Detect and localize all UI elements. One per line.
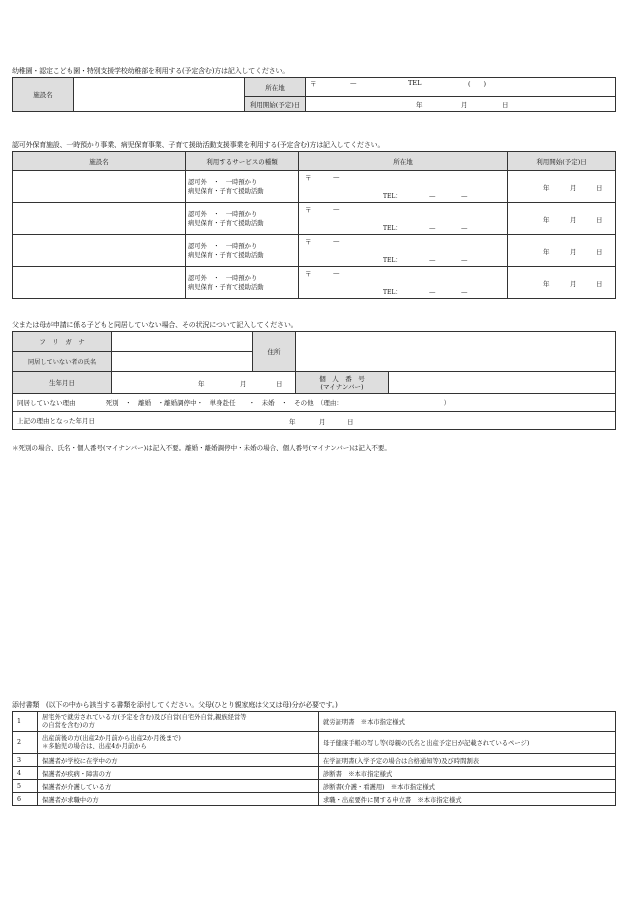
- nursery-facility-input[interactable]: [13, 171, 186, 203]
- nursery-start-input[interactable]: [508, 235, 616, 267]
- kinder-facility-input[interactable]: [74, 78, 245, 112]
- kinder-location-label: 所在地: [245, 78, 306, 97]
- attachment-row: [13, 754, 616, 767]
- nursery-dash: —: [333, 173, 340, 181]
- nursery-location-input[interactable]: [299, 171, 508, 203]
- nursery-tel-label: TEL：: [383, 193, 402, 200]
- nursery-facility-input[interactable]: [13, 267, 186, 299]
- parent-date-row[interactable]: [13, 412, 616, 430]
- kinder-start-label: 利用開始(予定)日: [245, 97, 306, 112]
- attachment-num: 2: [13, 732, 38, 754]
- parent-furigana-input[interactable]: [112, 332, 253, 352]
- nursery-dash: —: [461, 224, 468, 232]
- nursery-section-title: 認可外保育施設、一時預かり事業、病児保育事業、子育て援助活動支援事業を利用する(予定含む)方は記入してください。: [12, 141, 385, 149]
- parent-birth-day: 日: [276, 380, 283, 388]
- nursery-service-line2: 病児保育・子育て援助活動: [188, 187, 264, 195]
- nursery-service-line2: 病児保育・子育て援助活動: [188, 283, 264, 291]
- kinder-year: 年: [416, 101, 423, 109]
- attachment-document: 求職・出産要件に関する申立書 ※本市指定様式: [319, 793, 616, 806]
- nursery-month: 月: [570, 184, 577, 192]
- parent-date-year: 年: [289, 418, 296, 426]
- parent-name-label: 同居していない者の氏名: [13, 352, 112, 372]
- nursery-month: 月: [570, 216, 577, 224]
- nursery-dash: —: [461, 256, 468, 264]
- attachment-num: 4: [13, 767, 38, 780]
- nursery-start-input[interactable]: [508, 171, 616, 203]
- kinder-month: 月: [461, 101, 468, 109]
- nursery-dash: —: [429, 192, 436, 200]
- nursery-day: 日: [596, 280, 603, 288]
- nursery-facility-input[interactable]: [13, 235, 186, 267]
- nursery-dash: —: [333, 269, 340, 277]
- parent-birth-month: 月: [240, 380, 247, 388]
- kinder-facility-label: 施設名: [13, 78, 74, 112]
- attachment-condition-line1: 居宅外で就労されている方(予定を含む)及び自営(自宅外自営,親族経営等: [42, 713, 247, 721]
- nursery-tel-label: TEL：: [383, 257, 402, 264]
- attachment-document: 診断書 ※本市指定様式: [319, 767, 616, 780]
- attachment-row: [13, 732, 616, 754]
- nursery-month: 月: [570, 248, 577, 256]
- parent-table: [12, 331, 616, 430]
- nursery-service-line2: 病児保育・子育て援助活動: [188, 251, 264, 259]
- nursery-row: [13, 171, 616, 203]
- nursery-dash: —: [333, 205, 340, 213]
- attachment-document: 母子健康手帳の写し等(母親の氏名と出産予定日が記載されているページ): [319, 732, 616, 754]
- parent-address-input[interactable]: [296, 332, 616, 372]
- attachment-condition: 保護者が疾病・障害の方: [38, 767, 319, 780]
- nursery-row: [13, 267, 616, 299]
- kinder-dash: —: [350, 79, 357, 87]
- nursery-year: 年: [543, 280, 550, 288]
- nursery-service-line1: 認可外 ・ 一時預かり: [188, 210, 258, 218]
- nursery-location-input[interactable]: [299, 267, 508, 299]
- attachment-condition: 保護者が求職中の方: [38, 793, 319, 806]
- nursery-service-cell[interactable]: [186, 171, 299, 203]
- attachment-condition: [38, 712, 319, 732]
- nursery-dash: —: [461, 192, 468, 200]
- nursery-day: 日: [596, 184, 603, 192]
- attachment-condition-line2: ＊多胎児の場合は、出産4か月前から: [42, 742, 147, 750]
- nursery-dash: —: [429, 256, 436, 264]
- nursery-service-cell[interactable]: [186, 235, 299, 267]
- attachment-condition: 保護者が学校に在学中の方: [38, 754, 319, 767]
- parent-birth-label: 生年月日: [13, 372, 112, 394]
- parent-reason-options[interactable]: 死別 ・ 離婚 ・離婚調停中・ 単身赴任 ・ 未婚 ・ その他 （理由： ）: [105, 399, 451, 407]
- attachment-document: 在学証明書(入学予定の場合は合格通知等)及び時間割表: [319, 754, 616, 767]
- parent-birth-input[interactable]: [112, 372, 296, 394]
- parent-address-label: 住所: [253, 332, 296, 372]
- parent-date-day: 日: [347, 418, 354, 426]
- nursery-header-location: 所在地: [299, 152, 508, 171]
- nursery-row: [13, 235, 616, 267]
- nursery-table: [12, 151, 616, 299]
- attachments-table: [12, 711, 616, 806]
- nursery-year: 年: [543, 216, 550, 224]
- kinder-table: [12, 77, 616, 112]
- parent-name-input[interactable]: [112, 352, 253, 372]
- kinder-section-title: 幼稚園・認定こども園・特別支援学校幼稚部を利用する(予定含む)方は記入してください。: [12, 67, 290, 75]
- nursery-start-input[interactable]: [508, 267, 616, 299]
- kinder-day: 日: [502, 101, 509, 109]
- parent-date-month: 月: [319, 418, 326, 426]
- parent-reason-label: 同居していない理由: [17, 399, 76, 407]
- parent-mynumber-label: [296, 372, 389, 394]
- parent-reason-row[interactable]: [13, 394, 616, 412]
- nursery-service-line1: 認可外 ・ 一時預かり: [188, 242, 258, 250]
- nursery-start-input[interactable]: [508, 203, 616, 235]
- kinder-tel-paren: ( ): [468, 80, 487, 88]
- nursery-service-line2: 病児保育・子育て援助活動: [188, 219, 264, 227]
- parent-mynumber-input[interactable]: [389, 372, 616, 394]
- nursery-year: 年: [543, 248, 550, 256]
- attachment-row: [13, 767, 616, 780]
- nursery-location-input[interactable]: [299, 235, 508, 267]
- attachment-num: 5: [13, 780, 38, 793]
- attachment-document: 就労証明書 ※本市指定様式: [319, 712, 616, 732]
- nursery-dash: —: [429, 224, 436, 232]
- attachment-num: 3: [13, 754, 38, 767]
- nursery-month: 月: [570, 280, 577, 288]
- nursery-dash: —: [429, 288, 436, 296]
- attachment-row: [13, 780, 616, 793]
- nursery-year: 年: [543, 184, 550, 192]
- nursery-tel-label: TEL：: [383, 289, 402, 296]
- parent-section-title: 父または母が申請に係る子どもと同居していない場合、その状況について記入してください。: [12, 321, 298, 329]
- nursery-row: [13, 203, 616, 235]
- attachment-condition-line2: の自営を含む)の方: [42, 721, 95, 729]
- nursery-postal-mark: 〒: [305, 174, 312, 182]
- kinder-start-input[interactable]: [306, 97, 616, 112]
- parent-note: ＊死別の場合、氏名・個人番号(マイナンバー)は記入不要。離婚・離婚調停中・未婚の場合、個人番号(マイナンバー)は記入不要。: [12, 444, 391, 452]
- attachment-condition-line1: 出産前後の方(出産2か月前から出産2か月後まで): [42, 734, 181, 742]
- parent-furigana-label: フ リ ガ ナ: [13, 332, 112, 352]
- nursery-dash: —: [461, 288, 468, 296]
- attachment-num: 6: [13, 793, 38, 806]
- nursery-header-service: 利用するサービスの種類: [186, 152, 299, 171]
- nursery-tel-label: TEL：: [383, 225, 402, 232]
- attachment-document: 診断書(介護・看護用) ※本市指定様式: [319, 780, 616, 793]
- attachment-condition: 保護者が介護している方: [38, 780, 319, 793]
- nursery-location-input[interactable]: [299, 203, 508, 235]
- nursery-postal-mark: 〒: [305, 270, 312, 278]
- kinder-location-input[interactable]: [306, 78, 616, 97]
- parent-mynumber-label-line2: (マイナンバー): [320, 382, 364, 391]
- nursery-header-start: 利用開始(予定)日: [508, 152, 616, 171]
- nursery-postal-mark: 〒: [305, 238, 312, 246]
- nursery-postal-mark: 〒: [305, 206, 312, 214]
- attachment-num: 1: [13, 712, 38, 732]
- nursery-day: 日: [596, 248, 603, 256]
- nursery-service-line1: 認可外 ・ 一時預かり: [188, 274, 258, 282]
- attachments-section-title: 添付書類 (以下の中から該当する書類を添付してください。父母(ひとり親家庭は父又は母)分が必要です。): [12, 701, 338, 709]
- kinder-postal-mark: 〒: [310, 80, 317, 88]
- attachment-row: [13, 793, 616, 806]
- nursery-header-facility: 施設名: [13, 152, 186, 171]
- nursery-dash: —: [333, 237, 340, 245]
- attachment-row: [13, 712, 616, 732]
- nursery-day: 日: [596, 216, 603, 224]
- parent-mynumber-label-line1: 個 人 番 号: [319, 374, 365, 383]
- parent-birth-year: 年: [198, 380, 205, 388]
- nursery-service-cell[interactable]: [186, 203, 299, 235]
- kinder-tel-label: TEL: [408, 79, 422, 87]
- parent-date-label: 上記の理由となった年月日: [17, 417, 95, 425]
- nursery-service-line1: 認可外 ・ 一時預かり: [188, 178, 258, 186]
- nursery-facility-input[interactable]: [13, 203, 186, 235]
- attachment-condition: [38, 732, 319, 754]
- nursery-service-cell[interactable]: [186, 267, 299, 299]
